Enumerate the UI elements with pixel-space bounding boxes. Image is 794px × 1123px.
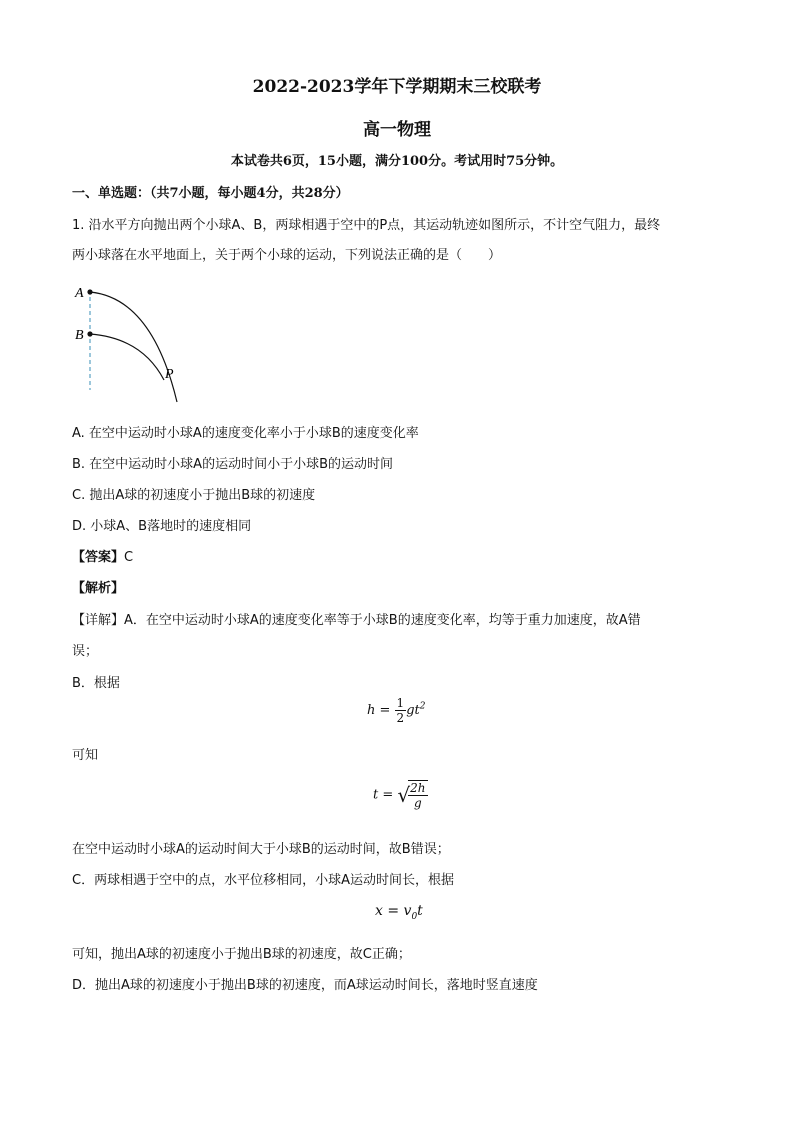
- formula-h-lhs: h =: [367, 703, 391, 718]
- question-stem-line2: 两小球落在水平地面上，关于两个小球的运动，下列说法正确的是（ ）: [72, 248, 502, 263]
- detail-line1: 【详解】A．在空中运动时小球A的速度变化率等于小球B的速度变化率，均等于重力加速度，故A错: [72, 613, 641, 628]
- question-stem-line1: 1. 沿水平方向抛出两个小球A、B，两球相遇于空中的P点，其运动轨迹如图所示，不计空气阻力，最终: [72, 218, 661, 233]
- subject-title: 高一物理: [363, 120, 431, 140]
- ball-a-point: [87, 289, 92, 294]
- option-a: A. 在空中运动时小球A的速度变化率小于小球B的速度变化率: [72, 426, 419, 441]
- label-p: P: [165, 367, 174, 382]
- formula-h: [367, 696, 425, 725]
- formula-h-rhs: gt: [406, 703, 420, 718]
- formula-t-den: g: [413, 796, 422, 810]
- formula-x-rhs: t: [417, 903, 423, 919]
- formula-x-lhs: x = v: [375, 903, 412, 919]
- answer-line: [72, 546, 133, 565]
- sqrt-sign: √: [397, 783, 411, 807]
- exam-info: 本试卷共6页，15小题，满分100分。考试用时75分钟。: [230, 154, 564, 169]
- analysis-tag: 【解析】: [72, 581, 125, 596]
- formula-t-lhs: t =: [373, 787, 394, 803]
- label-a: A: [75, 286, 84, 301]
- answer-value: C: [124, 550, 134, 565]
- formula-h-den: 2: [396, 711, 405, 725]
- d-line: D．抛出A球的初速度小于抛出B球的初速度，而A球运动时间长，落地时竖直速度: [72, 978, 538, 993]
- formula-t: [373, 780, 428, 810]
- section-heading: 一、单选题：（共7小题，每小题4分，共28分）: [72, 186, 349, 201]
- formula-x-sub: 0: [411, 911, 418, 922]
- formula-t-num: 2h: [410, 781, 426, 795]
- keyzhi-1: 可知: [72, 748, 99, 763]
- option-c: C. 抛出A球的初速度小于抛出B球的初速度: [72, 488, 316, 503]
- ball-b-point: [87, 331, 92, 336]
- c-intro: C．两球相遇于空中的点，水平位移相同，小球A运动时间长，根据: [72, 873, 454, 888]
- option-d: D. 小球A、B落地时的速度相同: [72, 519, 252, 534]
- label-b: B: [75, 328, 84, 343]
- exam-title: 2022-2023学年下学期期末三校联考: [252, 77, 542, 97]
- formula-h-fraction: [395, 696, 407, 725]
- b-conclusion: 在空中运动时小球A的运动时间大于小球B的运动时间，故B错误；: [72, 842, 450, 857]
- b-intro: B．根据: [72, 676, 120, 691]
- formula-h-sup: 2: [419, 701, 426, 712]
- detail-line2: 误；: [72, 644, 99, 659]
- option-b: B. 在空中运动时小球A的运动时间小于小球B的运动时间: [72, 457, 393, 472]
- c-conclusion: 可知，抛出A球的初速度小于抛出B球的初速度，故C正确；: [72, 947, 411, 962]
- trajectory-figure: [72, 280, 202, 410]
- trajectory-b: [90, 334, 164, 380]
- formula-t-fraction: [408, 780, 427, 810]
- formula-h-num: 1: [396, 696, 405, 710]
- answer-tag: 【答案】: [72, 550, 125, 565]
- formula-x: [375, 903, 423, 922]
